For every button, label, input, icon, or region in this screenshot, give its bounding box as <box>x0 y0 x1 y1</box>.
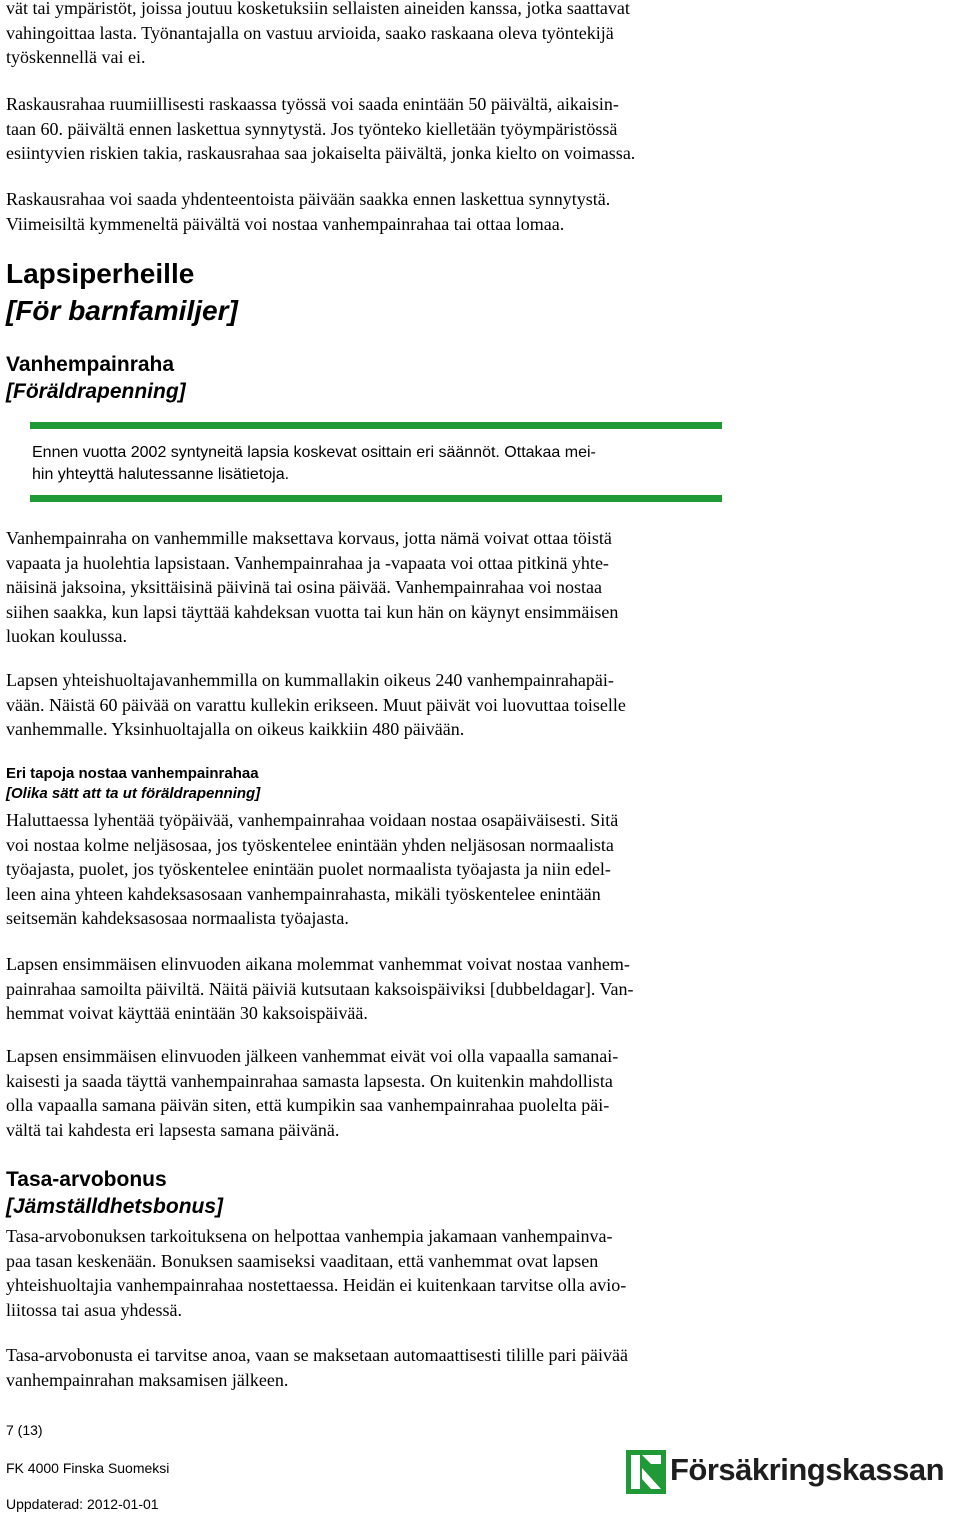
heading-title: Lapsiperheille <box>6 258 195 289</box>
tapoja-paragraph-3 <box>6 1044 751 1142</box>
text-line: hemmat voivat käyttää enintään 30 kaksoispäivää. <box>6 1003 368 1023</box>
text-line: yhteishuoltajia vanhempainrahaa nostettaessa. Heidän ei kuitenkaan tarvitse olla avio- <box>6 1275 627 1295</box>
text-line: työajasta, puolet, jos työskentelee enintään puolet normaalista työajasta ja niin edel- <box>6 859 611 879</box>
text-line: esiintyvien riskien takia, raskausrahaa saa jokaiselta päivältä, jonka kielto on voimassa. <box>6 143 636 163</box>
tasa-paragraph-2 <box>6 1343 751 1392</box>
heading-title-swedish: [Olika sätt att ta ut föräldrapenning] <box>6 785 261 802</box>
text-line: olla vapaalla samana päivän siten, että kumpikin saa vanhempainrahaa puolelta päi- <box>6 1095 610 1115</box>
heading-title: Vanhempainraha <box>6 353 175 376</box>
logo-mark-icon <box>626 1450 666 1494</box>
tapoja-paragraph-1 <box>6 808 751 931</box>
updated-date: Uppdaterad: 2012-01-01 <box>6 1496 159 1512</box>
section-heading-eri-tapoja <box>6 764 751 804</box>
text-line: seitsemän kahdeksasosaa normaalista työajasta. <box>6 908 349 928</box>
text-line: vanhempainrahan maksamisen jälkeen. <box>6 1369 289 1390</box>
text-line: vanhemmalle. Yksinhuoltajalla on oikeus kaikkiin 480 päivään. <box>6 719 465 739</box>
note-bottom-bar <box>30 495 722 502</box>
heading-title: Tasa-arvobonus <box>6 1168 167 1191</box>
document-id: FK 4000 Finska Suomeksi <box>6 1460 170 1476</box>
heading-title-swedish: [Jämställdhetsbonus] <box>6 1195 224 1218</box>
page-number: 7 (13) <box>6 1422 43 1438</box>
text-line: vät tai ympäristöt, joissa joutuu kosketuksiin sellaisten aineiden kanssa, jotka saattavat <box>6 0 630 18</box>
intro-paragraph-3 <box>6 187 751 236</box>
note-top-bar <box>30 422 722 429</box>
text-line: työskennellä vai ei. <box>6 47 146 67</box>
section-heading-vanhempainraha <box>6 351 751 405</box>
text-line: vään. Näistä 60 päivää on varattu kullekin erikseen. Muut päivät voi luovuttaa toiselle <box>6 694 626 715</box>
note-text <box>32 442 732 486</box>
text-line: vahingoittaa lasta. Työnantajalla on vastuu arvioida, saako raskaana oleva työntekijä <box>6 22 614 43</box>
text-line: kaisesti ja saada täyttä vanhempainrahaa samasta lapsesta. On kuitenkin mahdollista <box>6 1070 613 1091</box>
logo-text: Försäkringskassan <box>670 1452 945 1487</box>
text-line: näisinä jaksoina, yksittäisinä päivinä tai osina päivää. Vanhempainrahaa voi nostaa <box>6 577 602 597</box>
text-line: liitossa tai asua yhdessä. <box>6 1299 182 1320</box>
text-line: hin yhteyttä halutessanne lisätietoja. <box>32 466 290 483</box>
text-line: voi nostaa kolme neljäsosaa, jos työskentelee enintään yhden neljäsosan normaalista <box>6 834 614 855</box>
intro-paragraph-1 <box>6 0 751 70</box>
tapoja-paragraph-2 <box>6 952 751 1026</box>
text-line: siihen saakka, kun lapsi täyttää kahdeksan vuotta tai kun hän on käynyt ensimmäisen <box>6 601 619 622</box>
text-line: Lapsen ensimmäisen elinvuoden aikana molemmat vanhemmat voivat nostaa vanhem- <box>6 954 630 974</box>
text-line: vapaata ja huolehtia lapsistaan. Vanhempainrahaa ja -vapaata voi ottaa pitkinä yhte- <box>6 552 609 573</box>
vanhempainraha-paragraph-2 <box>6 668 751 742</box>
section-heading-tasa-arvobonus <box>6 1166 751 1220</box>
forsakringskassan-logo <box>624 1448 958 1500</box>
heading-title-swedish: [För barnfamiljer] <box>6 295 238 326</box>
text-line: Viimeisiltä kymmeneltä päivältä voi nostaa vanhempainrahaa tai ottaa lomaa. <box>6 213 565 234</box>
text-line: taan 60. päivältä ennen laskettua synnytystä. Jos työnteko kielletään työympäristössä <box>6 118 618 139</box>
text-line: Vanhempainraha on vanhemmille maksettava korvaus, jotta nämä voivat ottaa töistä <box>6 528 612 548</box>
text-line: Tasa-arvobonusta ei tarvitse anoa, vaan se maksetaan automaattisesti tilille pari päivää <box>6 1345 629 1365</box>
text-line: Raskausrahaa voi saada yhdenteentoista päivään saakka ennen laskettua synnytystä. <box>6 189 611 209</box>
tasa-paragraph-1 <box>6 1224 751 1322</box>
text-line: vältä tai kahdesta eri lapsesta samana päivänä. <box>6 1119 340 1140</box>
text-line: luokan koulussa. <box>6 626 127 646</box>
text-line: Haluttaessa lyhentää työpäivää, vanhempainrahaa voidaan nostaa osapäiväisesti. Sitä <box>6 810 619 830</box>
intro-paragraph-2 <box>6 92 751 166</box>
text-line: painrahaa samoilta päiviltä. Näitä päiviä kutsutaan kaksoispäiviksi [dubbeldagar]. Van- <box>6 978 634 999</box>
heading-title-swedish: [Föräldrapenning] <box>6 380 186 403</box>
text-line: paa tasan keskenään. Bonuksen saamiseksi vaaditaan, että vanhemmat ovat lapsen <box>6 1250 599 1271</box>
section-heading-lapsiperheille <box>6 255 751 329</box>
heading-title: Eri tapoja nostaa vanhempainrahaa <box>6 765 259 782</box>
text-line: Tasa-arvobonuksen tarkoituksena on helpottaa vanhempia jakamaan vanhempainva- <box>6 1226 613 1246</box>
text-line: Lapsen yhteishuoltajavanhemmilla on kummallakin oikeus 240 vanhempainrahapäi- <box>6 670 614 690</box>
vanhempainraha-paragraph-1 <box>6 526 751 649</box>
text-line: leen aina yhteen kahdeksasosaan vanhempainrahasta, mikäli työskentelee enintään <box>6 883 601 904</box>
text-line: Ennen vuotta 2002 syntyneitä lapsia koskevat osittain eri säännöt. Ottakaa mei- <box>32 444 596 461</box>
text-line: Lapsen ensimmäisen elinvuoden jälkeen vanhemmat eivät voi olla vapaalla samanai- <box>6 1046 619 1066</box>
text-line: Raskausrahaa ruumiillisesti raskaassa työssä voi saada enintään 50 päivältä, aikaisin- <box>6 94 619 114</box>
